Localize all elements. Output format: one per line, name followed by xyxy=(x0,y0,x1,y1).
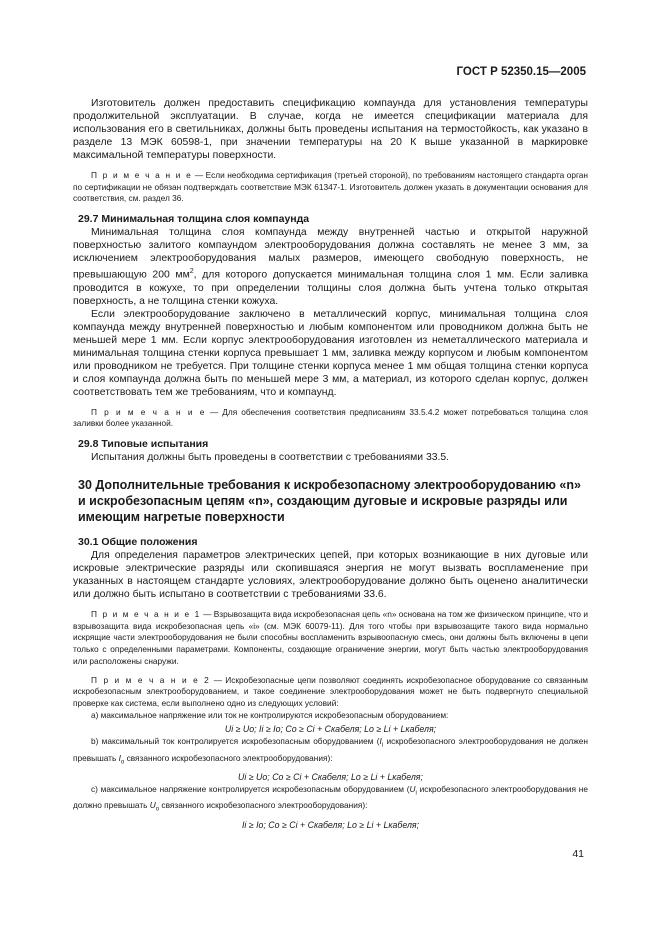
paragraph-30-1: Для определения параметров электрических цепей, при которых возникающие в них дуговые или искровые электрические разряды или скопившаяся энергия не могут вызвать воспламенение при указанных в настоящем стандарте условиях, электрооборудование должно быть оценено аналитически или должно быть испытано в соответствии с требованиями 33.6. xyxy=(73,549,588,600)
symbol-sub: i xyxy=(381,742,384,749)
text-run: связанного искробезопасного электрооборудования): xyxy=(159,800,368,811)
paragraph-29-8: Испытания должны быть проведены в соответствии с требованиями 33.5. xyxy=(91,451,450,463)
heading-29-7: 29.7 Минимальная толщина слоя компаунда xyxy=(78,213,310,226)
paragraph-specification: Изготовитель должен предоставить спецификацию компаунда для установления температуры продолжительной эксплуатации. В случае, когда не имеется спецификации материала для использования его в светильниках, должны быть проведены испытания на термостойкость, как указано в разделе 13 МЭК 60598-1, при значении температуры на 20 К выше указанной в маркировке максимальной температуры поверхности. xyxy=(73,98,588,161)
symbol-voltage: U xyxy=(409,784,416,795)
note-text: — Если необходима сертификация (третьей стороной), по требованиям настоящего стандарта орган по сертификации не обязан подтверждать соответствие МЭК 61347-1. Изготовитель должен указать в документации основания для соответствия, см. раздел 36. xyxy=(73,170,588,204)
note-label: П р и м е ч а н и е 1 xyxy=(91,608,201,619)
note-label: П р и м е ч а н и е 2 xyxy=(91,674,211,685)
symbol-sub: o xyxy=(120,759,125,766)
note-text: — Искробезопасные цепи позволяют соединять искробезопасное оборудование со связанным искробезопасным электрооборудованием, и такое соединение электрооборудования может не быть подвергнуто специальной проверке как система, если выполнено одно из следующих условий: xyxy=(73,674,588,708)
note-1-intrinsic-safety xyxy=(73,609,588,668)
condition-c xyxy=(73,784,588,817)
text-run: искробезопасного электрооборудования не должно превышать xyxy=(73,784,588,811)
note-text: — Взрывозащита вида искробезопасная цепь «n» основана на том же физическом принципе, что и взрывозащита вида искробезопасная цепь «i» (см. МЭК 60079-11). Для того чтобы при взрывозащите такого вида нормально искрящие части электрооборудования не были способны воспламенить взрывоопасную смесь, они должны быть включены в цепи только с определенными параметрами. Компоненты, создающие ограничение энергии, могут быть частью электрооборудования или расположены снаружи. xyxy=(73,608,588,666)
heading-section-30: 30 Дополнительные требования к искробезопасному электрооборудованию «n» и искробезопасным цепям «n», создающим дуговые и искровые разряды или имеющим нагретые поверхности xyxy=(78,477,581,524)
note-text: — Для обеспечения соответствия предписаниям 33.5.4.2 может потребоваться толщина слоя заливки более указанной. xyxy=(73,406,588,429)
text-run: связанного искробезопасного электрооборудования): xyxy=(124,752,333,763)
paragraph-29-7-b: Если электрооборудование заключено в металлический корпус, минимальная толщина слоя компаунда между внутренней поверхностью и любым компонентом или проводником должна быть не меньшей мере 1 мм. Если корпус электрооборудования изготовлен из неметаллического материала и минимальная толщина стенки корпуса превышает 1 мм, заливка между корпусом и любым компонентом или проводником не требуется. При толщине стенки корпуса менее 1 мм общая толщина стенки корпуса и слоя компаунда должна быть по меньшей мере 3 мм, а материал, из которого сделан корпус, должен соответствовать тем же требованиям, что и компаунд. xyxy=(73,308,588,398)
note-certification xyxy=(73,170,588,205)
formula-a: Ui ≥ Uo; Ii ≥ Io; Co ≥ Ci + Cкабеля; Lo ≥ Li + Lкабеля; xyxy=(224,724,437,735)
note-2-connection xyxy=(73,675,588,710)
symbol-sub: o xyxy=(155,807,160,814)
note-label: П р и м е ч а н и е xyxy=(91,406,206,417)
paragraph-29-7-a xyxy=(73,226,588,307)
text-run: искробезопасного электрооборудования не должен превышать xyxy=(73,736,588,763)
formula-b: Ui ≥ Uo; Co ≥ Ci + Cкабеля; Lo ≥ Li + Lкабеля; xyxy=(238,772,423,783)
note-compound-thickness xyxy=(73,407,588,430)
condition-b xyxy=(73,736,588,769)
condition-a: a) максимальное напряжение или ток не контролируются искробезопасным оборудованием: xyxy=(91,709,449,720)
text-run: , для которого допускается минимальная толщина слоя 1 мм. Если заливка проводится в кожухе, то при определении толщины слоя должна быть учтена только открытая поверхность, а не толщина стенки кожуха. xyxy=(73,269,588,307)
symbol-current: I xyxy=(118,752,121,763)
formula-c: Ii ≥ Io; Co ≥ Ci + Cкабеля; Lo ≥ Li + Lкабеля; xyxy=(241,819,420,830)
text-run: Минимальная толщина слоя компаунда между внутренней частью и открытой наружной поверхностью залитого компаундом электрооборудования должна составлять не менее 3 мм, за исключением электрооборудования малых размеров, имеющего свободную поверхность, не превышающую 200 мм xyxy=(73,227,588,281)
symbol-voltage: U xyxy=(149,800,156,811)
text-run: b) максимальный ток контролируется искробезопасным оборудованием ( xyxy=(91,736,380,747)
symbol-sub: i xyxy=(415,790,417,797)
superscript: 2 xyxy=(189,268,194,276)
heading-29-8: 29.8 Типовые испытания xyxy=(78,437,209,450)
document-header: ГОСТ Р 52350.15—2005 xyxy=(456,66,586,78)
page-body xyxy=(73,97,588,832)
heading-30-1: 30.1 Общие положения xyxy=(78,535,198,548)
text-run: c) максимальное напряжение контролируется искробезопасным оборудованием ( xyxy=(91,784,410,795)
note-label: П р и м е ч а н и е xyxy=(91,170,193,180)
symbol-current: I xyxy=(379,736,382,747)
page-number: 41 xyxy=(572,848,584,860)
